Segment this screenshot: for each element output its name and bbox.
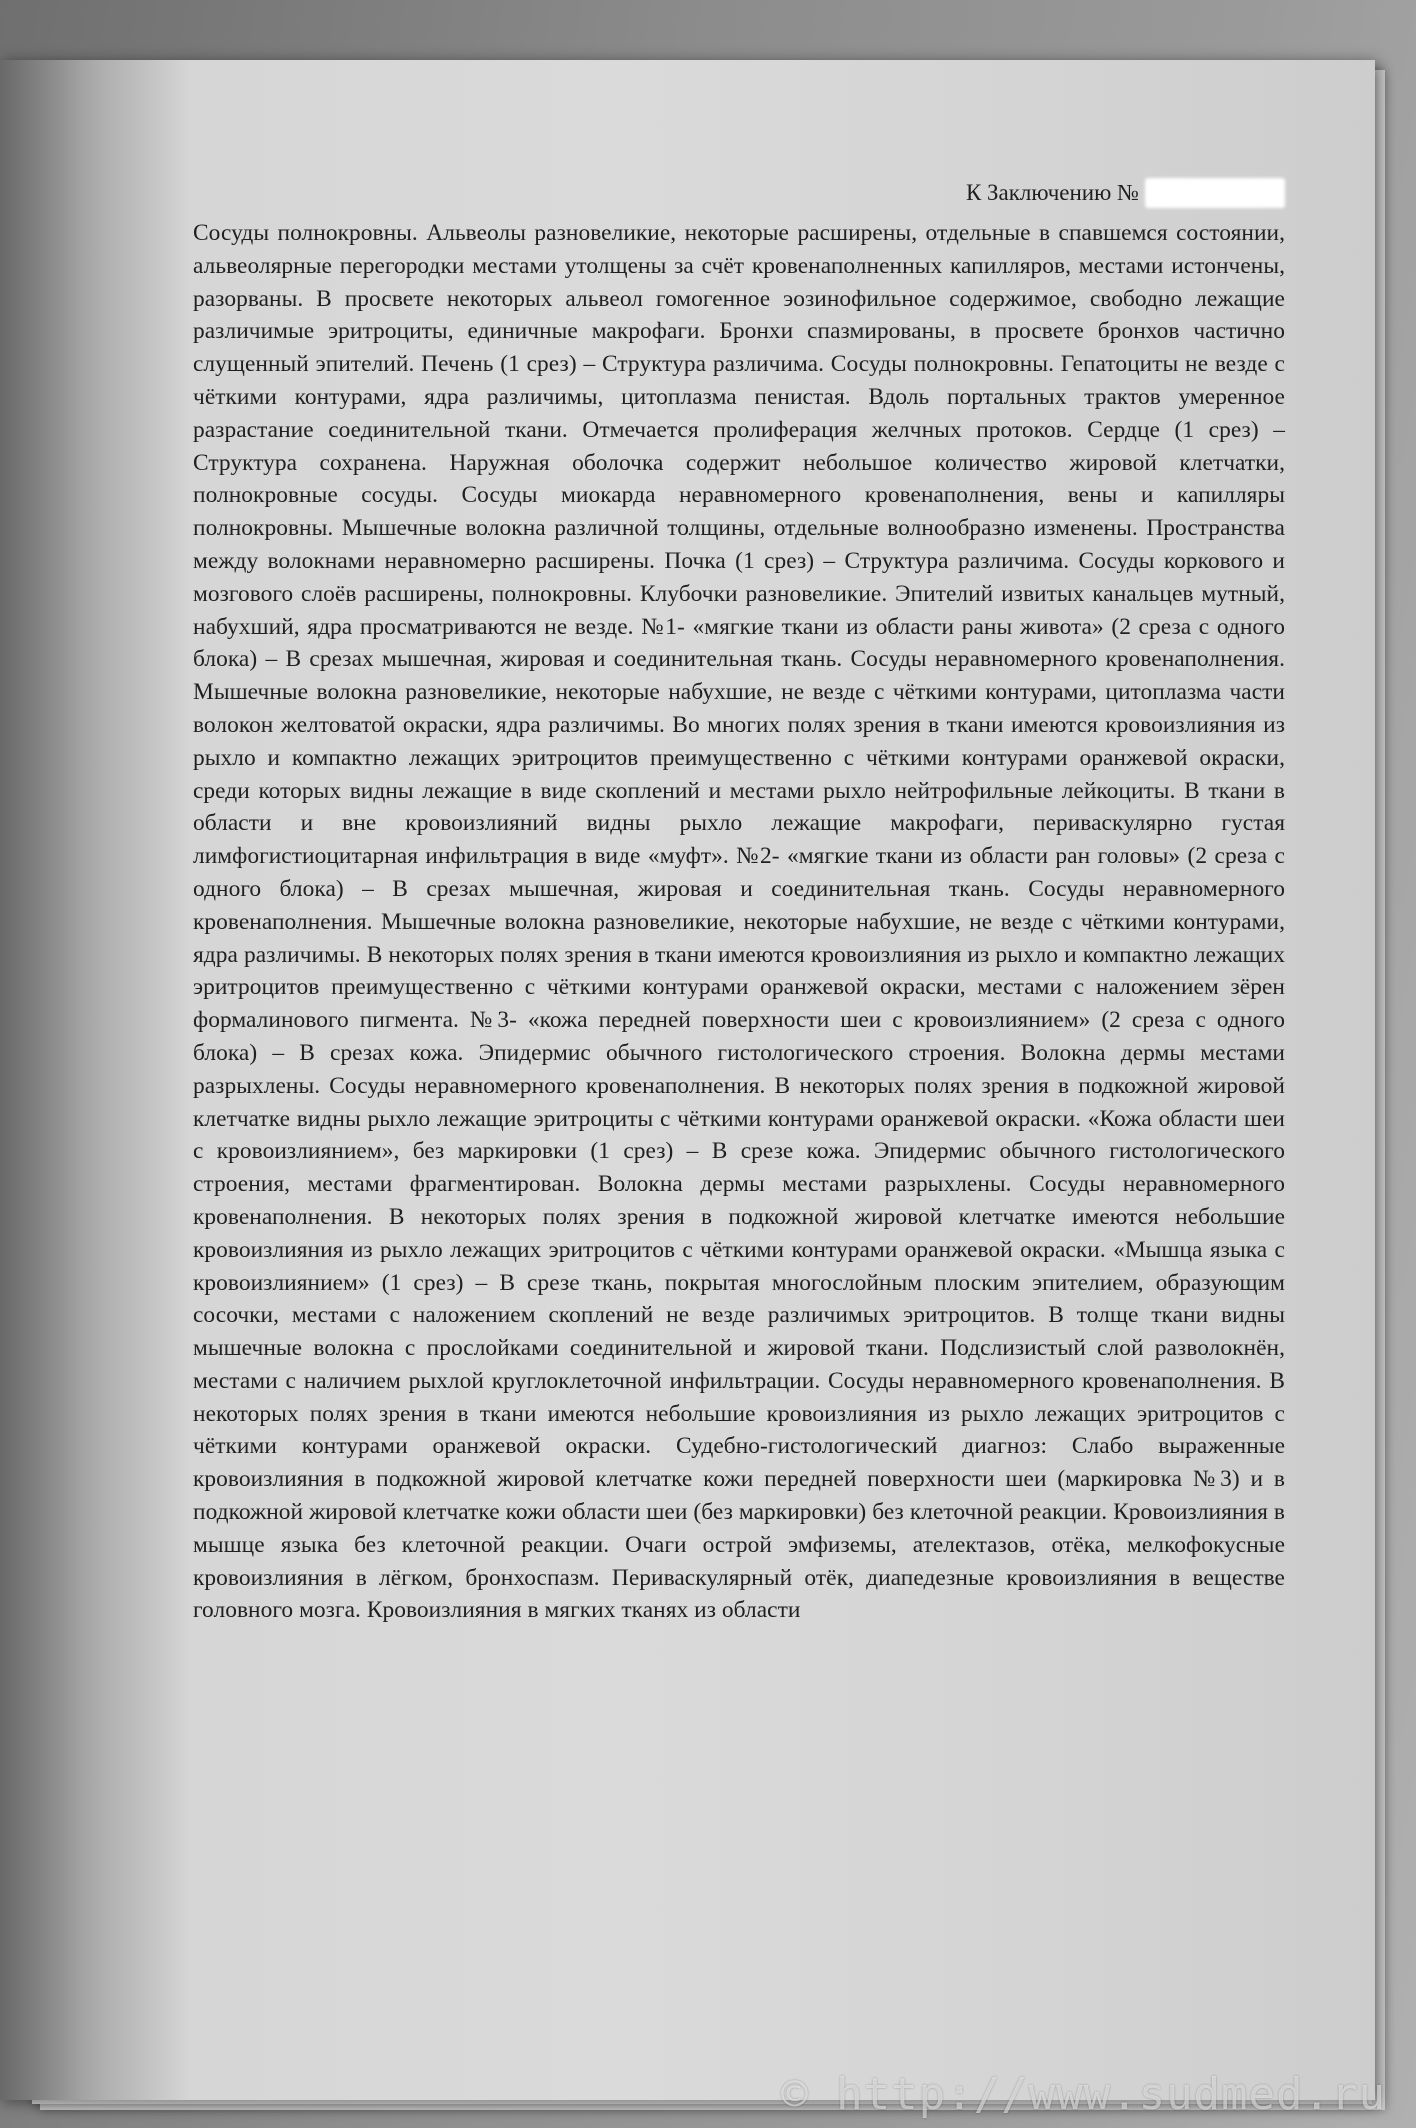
page-header: [966, 178, 1285, 208]
document-page: [0, 60, 1375, 2100]
body-paragraph: Сосуды полнокровны. Альвеолы разновеликие, некоторые расширены, отдельные в спавшемся состоянии, альвеолярные перегородки местами утолщены за счёт кровенаполненных капилляров, местами истончены, разорваны. В просвете некоторых альвеол гомогенное эозинофильное содержимое, свободно лежащие различимые эритроциты, единичные макрофаги. Бронхи спазмированы, в просвете бронхов частично слущенный эпителий. Печень (1 срез) – Структура различима. Сосуды полнокровны. Гепатоциты не везде с чёткими контурами, ядра различимы, цитоплазма пенистая. Вдоль портальных трактов умеренное разрастание соединительной ткани. Отмечается пролиферация желчных протоков. Сердце (1 срез) – Структура сохранена. Наружная оболочка содержит небольшое количество жировой клетчатки, полнокровные сосуды. Сосуды миокарда неравномерного кровенаполнения, вены и капилляры полнокровны. Мышечные волокна различной толщины, отдельные волнообразно изменены. Пространства между волокнами неравномерно расширены. Почка (1 срез) – Структура различима. Сосуды коркового и мозгового слоёв расширены, полнокровны. Клубочки разновеликие. Эпителий извитых канальцев мутный, набухший, ядра просматриваются не везде. №1- «мягкие ткани из области раны живота» (2 среза с одного блока) – В срезах мышечная, жировая и соединительная ткань. Сосуды неравномерного кровенаполнения. Мышечные волокна разновеликие, некоторые набухшие, не везде с чёткими контурами, цитоплазма части волокон желтоватой окраски, ядра различимы. Во многих полях зрения в ткани имеются кровоизлияния из рыхло и компактно лежащих эритроцитов преимущественно с чёткими контурами оранжевой окраски, среди которых видны лежащие в виде скоплений и местами рыхло нейтрофильные лейкоциты. В ткани в области и вне кровоизлияний видны рыхло лежащие макрофаги, периваскулярно густая лимфогистиоцитарная инфильтрация в виде «муфт». №2- «мягкие ткани из области ран головы» (2 среза с одного блока) – В срезах мышечная, жировая и соединительная ткань. Сосуды неравномерного кровенаполнения. Мышечные волокна разновеликие, некоторые набухшие, не везде с чёткими контурами, ядра различимы. В некоторых полях зрения в ткани имеются кровоизлияния из рыхло и компактно лежащих эритроцитов преимущественно с чёткими контурами оранжевой окраски, местами с наложением зёрен формалинового пигмента. №3- «кожа передней поверхности шеи с кровоизлиянием» (2 среза с одного блока) – В срезах кожа. Эпидермис обычного гистологического строения. Волокна дермы местами разрыхлены. Сосуды неравномерного кровенаполнения. В некоторых полях зрения в подкожной жировой клетчатке видны рыхло лежащие эритроциты с чёткими контурами оранжевой окраски. «Кожа области шеи с кровоизлиянием», без маркировки (1 срез) – В срезе кожа. Эпидермис обычного гистологического строения, местами фрагментирован. Волокна дермы местами разрыхлены. Сосуды неравномерного кровенаполнения. В некоторых полях зрения в подкожной жировой клетчатке имеются небольшие кровоизлияния из рыхло лежащих эритроцитов с чёткими контурами оранжевой окраски. «Мышца языка с кровоизлиянием» (1 срез) – В срезе ткань, покрытая многослойным плоским эпителием, образующим сосочки, местами с наложением скоплений не везде различимых эритроцитов. В толще ткани видны мышечные волокна с прослойками соединительной и жировой ткани. Подслизистый слой разволокнён, местами с наличием рыхлой круглоклеточной инфильтрации. Сосуды неравномерного кровенаполнения. В некоторых полях зрения в ткани имеются небольшие кровоизлияния из рыхло лежащих эритроцитов с чёткими контурами оранжевой окраски. Судебно-гистологический диагноз: Слабо выраженные кровоизлияния в подкожной жировой клетчатке кожи передней поверхности шеи (маркировка №3) и в подкожной жировой клетчатке кожи области шеи (без маркировки) без клеточной реакции. Кровоизлияния в мышце языка без клеточной реакции. Очаги острой эмфиземы, ателектазов, отёка, мелкофокусные кровоизлияния в лёгком, бронхоспазм. Периваскулярный отёк, диапедезные кровоизлияния в веществе головного мозга. Кровоизлияния в мягких тканях из области: [193, 220, 1285, 1624]
watermark: © http://www.sudmed.ru: [781, 2069, 1386, 2120]
header-label: К Заключению №: [965, 180, 1139, 205]
redaction-mark: [1145, 178, 1285, 208]
